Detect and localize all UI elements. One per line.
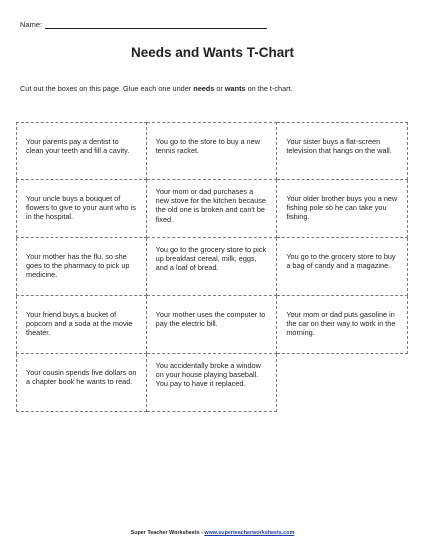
footer-brand: Super Teacher Worksheets (130, 530, 200, 536)
card-candy-magazine: You go to the grocery store to buy a bag of candy and a magazine. (277, 238, 408, 296)
card-electric-bill: Your mother uses the computer to pay the electric bill. (147, 296, 278, 354)
footer-url-link[interactable]: www.superteacherworksheets.com (204, 530, 295, 536)
name-line[interactable] (45, 20, 267, 29)
card-gasoline: Your mom or dad puts gasoline in the car on their way to work in the morning. (277, 296, 408, 354)
instructions-wants: wants (224, 84, 246, 93)
footer-separator: - (199, 530, 205, 536)
card-breakfast-groceries: You go to the grocery store to pick up breakfast cereal, milk, eggs, and a loaf of bread. (147, 238, 278, 296)
instructions-text-1: Cut out the boxes on this page. Glue each one under (20, 84, 194, 93)
instructions-text-3: on the t-chart. (245, 84, 293, 93)
card-flat-screen-tv: Your sister buys a flat-screen television that hangs on the wall. (277, 122, 408, 180)
name-field-row (20, 20, 267, 29)
card-flu-medicine: Your mother has the flu, so she goes to the pharmacy to pick up medicine. (16, 238, 147, 296)
card-fishing-pole: Your older brother buys you a new fishing pole so he can take you fishing. (277, 180, 408, 238)
card-chapter-book: Your cousin spends five dollars on a chapter book he wants to read. (16, 354, 147, 412)
cutout-cards-grid (16, 122, 408, 412)
footer (0, 530, 425, 536)
card-popcorn-soda: Your friend buys a bucket of popcorn and a soda at the movie theater. (16, 296, 147, 354)
instructions-text-2: or (214, 84, 225, 93)
card-new-stove: Your mom or dad purchases a new stove for the kitchen because the old one is broken and can't be fixed. (147, 180, 278, 238)
card-dentist: Your parents pay a dentist to clean your teeth and fill a cavity. (16, 122, 147, 180)
instructions-needs: needs (193, 84, 215, 93)
page-title: Needs and Wants T-Chart (130, 45, 295, 60)
card-tennis-racket: You go to the store to buy a new tennis racket. (147, 122, 278, 180)
name-label: Name: (20, 20, 43, 29)
card-flowers: Your uncle buys a bouquet of flowers to give to your aunt who is in the hospital. (16, 180, 147, 238)
card-broken-window: You accidentally broke a window on your house playing baseball. You pay to have it replaced. (147, 354, 278, 412)
instructions (20, 84, 293, 93)
